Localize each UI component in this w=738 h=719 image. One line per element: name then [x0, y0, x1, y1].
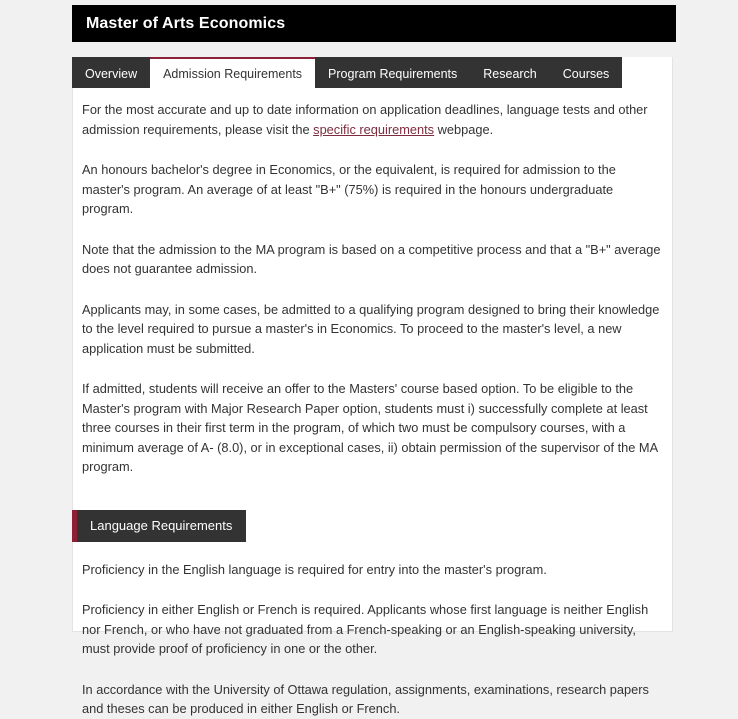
paragraph-intro [82, 100, 666, 139]
tab-admission-requirements[interactable] [150, 57, 315, 88]
tab-program-requirements-label: Program Requirements [328, 66, 458, 81]
specific-requirements-link[interactable]: specific requirements [313, 121, 435, 137]
tab-research[interactable] [470, 57, 550, 88]
language-requirements-header-wrap [72, 498, 666, 560]
tab-program-requirements[interactable] [315, 57, 470, 88]
tab-bar [72, 57, 622, 88]
paragraph-intro-text-before-link: For the most accurate and up to date information on application deadlines, language tests and other admission requirements, please visit the [82, 102, 648, 137]
admission-requirements-body [82, 100, 666, 719]
paragraph-english-proficiency: Proficiency in the English language is required for entry into the master's program. [82, 561, 547, 577]
paragraph-competitive-process: Note that the admission to the MA program is based on a competitive process and that a "B+" average does not guarantee admission. [82, 241, 661, 276]
tab-overview-label: Overview [85, 66, 138, 81]
paragraph-major-research-paper: If admitted, students will receive an offer to the Masters' course based option. To be eligible to the Master's program with Major Research Paper option, students must i) successfully complete at least three courses in their first term in the program, of which two must be compulsory courses, with a minimum average of A- (8.0), or in exceptional cases, ii) obtain permission of the supervisor of the MA program. [82, 381, 658, 474]
tab-research-label: Research [483, 66, 537, 81]
tab-courses-label: Courses [562, 66, 610, 81]
tab-courses[interactable] [550, 57, 623, 88]
page-title: Master of Arts Economics [86, 14, 286, 32]
paragraph-intro-text-after-link: webpage. [434, 121, 494, 137]
paragraph-english-or-french: Proficiency in either English or French is required. Applicants whose first language is neither English nor French, or who have not graduated from a French-speaking or an English-speaking university, must provide proof of proficiency in one or the other. [82, 602, 649, 656]
language-requirements-header: Language Requirements [72, 510, 246, 542]
paragraph-degree-requirement: An honours bachelor's degree in Economics, or the equivalent, is required for admission to the master's program. An average of at least "B+" (75%) is required in the honours undergraduate program. [82, 162, 616, 216]
tab-admission-requirements-label: Admission Requirements [163, 66, 303, 81]
paragraph-qualifying-program: Applicants may, in some cases, be admitted to a qualifying program designed to bring their knowledge to the level required to pursue a master's in Economics. To proceed to the master's level, a new application must be submitted. [82, 301, 660, 356]
program-title-banner [72, 5, 676, 42]
tab-overview[interactable] [72, 57, 150, 88]
paragraph-uottawa-regulation: In accordance with the University of Ottawa regulation, assignments, examinations, research papers and theses can be produced in either English or French. [82, 681, 649, 716]
